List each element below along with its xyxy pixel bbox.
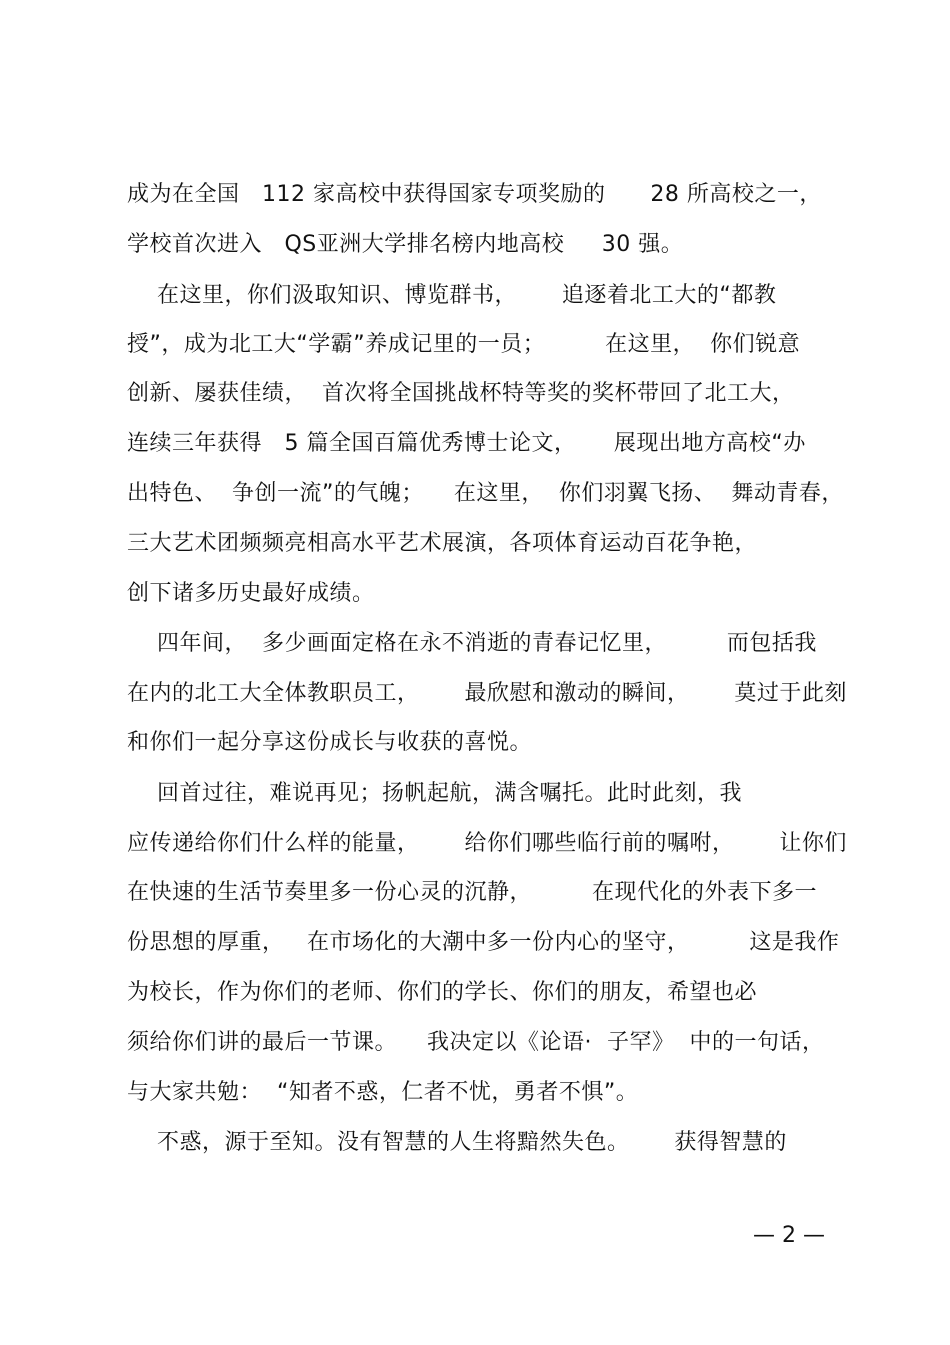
text-line: 创新、屡获佳绩， 首次将全国挑战杯特等奖的奖杯带回了北工大， <box>127 381 795 406</box>
text-line: 须给你们讲的最后一节课。 我决定以《论语· 子罕》 中的一句话， <box>127 1030 825 1055</box>
text-line: 授”，成为北工大“学霸”养成记里的一员； 在这里， 你们锐意 <box>127 332 801 357</box>
text-line: 回首过往，难说再见；扬帆起航，满含嘱托。此时此刻，我 <box>127 781 742 806</box>
text-line: 应传递给你们什么样的能量， 给你们哪些临行前的嘱咐， 让你们 <box>127 831 847 856</box>
text-line: 创下诸多历史最好成绩。 <box>127 581 375 606</box>
text-line: 份思想的厚重， 在市场化的大潮中多一份内心的坚守， 这是我作 <box>127 930 840 955</box>
text-line: 连续三年获得 5 篇全国百篇优秀博士论文， 展现出地方高校“办 <box>127 431 806 456</box>
text-line: 学校首次进入 QS亚洲大学排名榜内地高校 30 强。 <box>127 232 684 257</box>
text-line: 为校长，作为你们的老师、你们的学长、你们的朋友，希望也必 <box>127 980 758 1005</box>
text-line: 不惑，源于至知。没有智慧的人生将黯然失色。 获得智慧的 <box>127 1130 787 1155</box>
text-line: 出特色、 争创一流”的气魄； 在这里， 你们羽翼飞扬、 舞动青春， <box>127 481 844 506</box>
text-line: 在快速的生活节奏里多一份心灵的沉静， 在现代化的外表下多一 <box>127 880 817 905</box>
text-line: 和你们一起分享这份成长与收获的喜悦。 <box>127 730 533 755</box>
text-line: 在内的北工大全体教职员工， 最欣慰和激动的瞬间， 莫过于此刻 <box>127 681 847 706</box>
page-number: — 2 — <box>753 1223 825 1248</box>
text-line: 成为在全国 112 家高校中获得国家专项奖励的 28 所高校之一， <box>127 182 822 207</box>
text-line: 四年间， 多少画面定格在永不消逝的青春记忆里， 而包括我 <box>127 631 817 656</box>
text-line: 与大家共勉： “知者不惑，仁者不忧，勇者不惧”。 <box>127 1080 639 1105</box>
text-line: 在这里，你们汲取知识、博览群书， 追逐着北工大的“都教 <box>127 283 777 308</box>
text-line: 三大艺术团频频亮相高水平艺术展演，各项体育运动百花争艳， <box>127 531 758 556</box>
